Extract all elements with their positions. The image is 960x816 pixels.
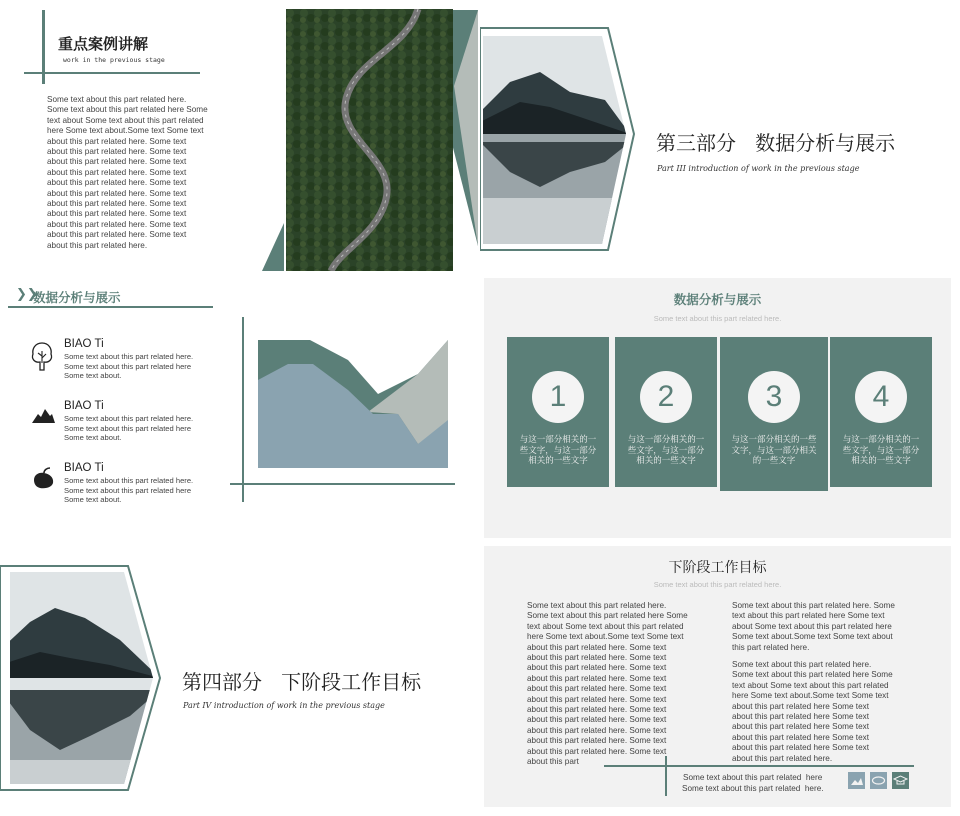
forest-road-photo: [286, 9, 453, 271]
slide-header: 数据分析与展示: [33, 290, 121, 305]
item-label: BIAO Ti: [64, 462, 104, 474]
step-card: [507, 337, 609, 487]
section-subtitle: Part IV introduction of work in the previous stage: [183, 701, 385, 710]
slide-title: 重点案例讲解: [58, 35, 149, 53]
mountain-icon: [30, 406, 56, 426]
section-title: 第三部分 数据分析与展示: [656, 131, 896, 155]
slide-subtitle: Some text about this part related here.: [653, 314, 782, 323]
section-title: 第四部分 下阶段工作目标: [182, 670, 422, 694]
body-text: Some text about this part related here. Some text about this part related here Some text about Some text about this part related here Some text about.Some text Some text about this part related here. Some text about this part related here. Some text about this part related here. Some text about this part related here. Some text about this part related here. Some text about this part related here. Some text about this part related here. Some text about this part related here. Some text about this part related here. Some text about this part related here. Some text about this part related here.: [47, 95, 208, 250]
teapot-icon: [30, 466, 56, 490]
slide-subtitle: work in the previous stage: [63, 56, 165, 64]
chart-vertical-line: [242, 317, 244, 502]
list-item: [30, 400, 230, 450]
slide-next-goals: [484, 546, 951, 807]
step-text: 与这一部分相关的一些文字，与这一部分相关的一些文字: [842, 435, 920, 466]
step-text: 与这一部分相关的一些文字，与这一部分相关的一些文字: [627, 435, 705, 466]
step-card: [720, 337, 828, 491]
step-number: 4: [855, 371, 907, 423]
hexagon-photo-frame: [480, 22, 640, 256]
text-column-right-bottom: Some text about this part related here. Some text about this part related here Some text about Some text about this part related here Some text about.Some text Some text about this part related here Some text about this part related here Some text about this part related here Some text about this part related here Some text about this part related here Some text about this part related here.: [732, 660, 893, 763]
text-column-right-top: Some text about this part related here. Some text about this part related here Some text about Some text about this part related here Some text about.Some text Some text about this part related here.: [732, 601, 895, 652]
hexagon-photo-frame: [0, 560, 170, 796]
step-card: [830, 337, 932, 487]
accent-horizontal-line: [24, 72, 200, 74]
accent-horizontal-line: [604, 765, 914, 767]
chart-horizontal-line: [230, 483, 455, 485]
step-text: 与这一部分相关的一些文字，与这一部分相关的一些文字: [731, 435, 817, 466]
teal-triangle-small: [262, 223, 284, 271]
slide-title: 数据分析与展示: [673, 292, 762, 307]
text-column-left: Some text about this part related here. Some text about this part related here Some text about Some text about this part related here Some text about.Some text Some text about this part related here. Some text about this part related here. Some text about this part related here. Some text about this part related here. Some text about this part related here. Some text about this part related here. Some text about this part related here. Some text about this part related here. Some text about this part related here. Some text about this part related here. Some text about this part related here. Some text about this part: [527, 601, 688, 767]
step-card: [615, 337, 717, 487]
slide-title: 下阶段工作目标: [668, 560, 767, 576]
step-number: 2: [640, 371, 692, 423]
slide-case-study: [0, 0, 480, 272]
item-text: Some text about this part related here. Some text about this part related here Some text about.: [64, 352, 194, 381]
graduation-cap-icon: [892, 772, 909, 789]
step-text: 与这一部分相关的一些文字，与这一部分相关的一些文字: [519, 435, 597, 466]
list-item: [30, 462, 230, 512]
photo-icon: [848, 772, 865, 789]
step-number: 3: [748, 371, 800, 423]
step-number: 1: [532, 371, 584, 423]
slide-four-steps: [484, 278, 951, 538]
section-subtitle: Part III introduction of work in the previous stage: [657, 164, 860, 173]
footer-text: Some text about this part related here.: [682, 784, 824, 793]
slide-part-four: [0, 544, 480, 816]
slide-subtitle: Some text about this part related here.: [653, 580, 782, 589]
slide-part-three: [480, 0, 960, 272]
chevrons-icon: ❯❯: [16, 287, 38, 302]
item-label: BIAO Ti: [64, 400, 104, 412]
tree-icon: [30, 341, 54, 371]
list-item: [30, 338, 230, 388]
accent-vertical-line: [665, 756, 667, 796]
footer-text: Some text about this part related here: [683, 773, 823, 782]
header-underline: [8, 306, 213, 308]
slide-data-analysis-chart: [0, 272, 480, 544]
item-text: Some text about this part related here. Some text about this part related here Some text about.: [64, 414, 194, 443]
item-text: Some text about this part related here. Some text about this part related here Some text about.: [64, 476, 194, 505]
footer-icons: [848, 772, 910, 790]
mountain-lake-photo: [0, 560, 170, 796]
area-chart: [258, 340, 450, 470]
item-label: BIAO Ti: [64, 338, 104, 350]
